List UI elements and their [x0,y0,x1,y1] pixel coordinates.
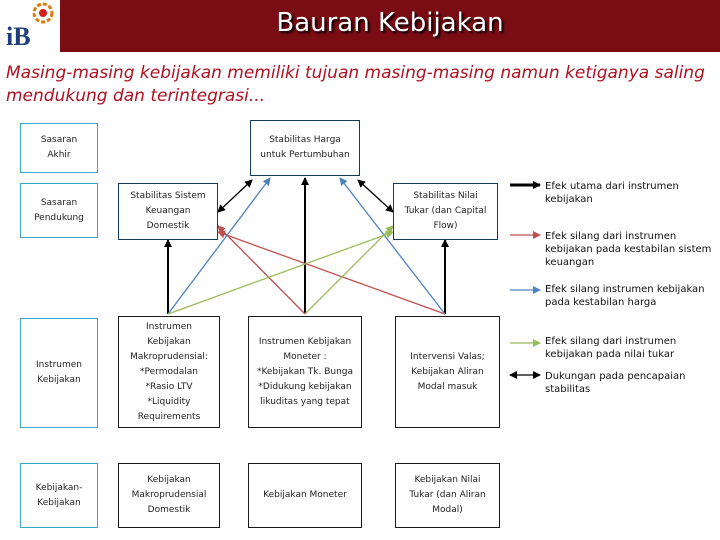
legend-cross-price-text: Efek silang instrumen kebijakan pada kestabilan harga [545,284,705,308]
box-stabilitas-nilai-tukar: Stabilitas Nilai Tukar (dan Capital Flow) [393,183,498,240]
cross-effect-financial-arrow [218,232,445,314]
label-instrumen-kebijakan: Instrumen Kebijakan [20,318,98,428]
box-stabilitas-harga: Stabilitas Harga untuk Pertumbuhan [250,120,360,176]
label-kebijakan-kebijakan: Kebijakan- Kebijakan [20,463,98,528]
label-sasaran-akhir: Sasaran Akhir [20,123,98,173]
logo-text: iB [6,22,31,51]
box-stabilitas-sistem-keuangan: Stabilitas Sistem Keuangan Domestik [118,183,218,240]
page-subtitle: Masing-masing kebijakan memiliki tujuan masing-masing namun ketiganya saling mendukung dan terintegrasi... [6,63,705,106]
legend-support-text: Dukungan pada pencapaian stabilitas [545,371,686,395]
legend-cross-financial-text: Efek silang dari instrumen kebijakan pada kestabilan sistem keuangan [545,231,712,268]
box-instrumen-makroprudensial: Instrumen Kebijakan Makroprudensial: *Permodalan *Rasio LTV *Liquidity Requirements [118,316,220,428]
cross-effect-exchange-arrow [305,226,393,314]
page-title: Bauran Kebijakan [276,8,504,38]
cross-effect-financial-arrow [218,226,305,314]
box-kebijakan-nilai-tukar: Kebijakan Nilai Tukar (dan Aliran Modal) [395,463,500,528]
cross-effect-exchange-arrow [168,232,393,314]
label-sasaran-pendukung: Sasaran Pendukung [20,183,98,238]
support-arrow [218,180,252,212]
box-kebijakan-makroprudensial: Kebijakan Makroprudensial Domestik [118,463,220,528]
legend-main-effect-text: Efek utama dari instrumen kebijakan [545,181,679,205]
box-instrumen-moneter: Instrumen Kebijakan Moneter : *Kebijakan Tk. Bunga *Didukung kebijakan likuditas yang tepat [248,316,362,428]
box-intervensi-valas: Intervensi Valas; Kebijakan Aliran Modal masuk [395,316,500,428]
box-kebijakan-moneter: Kebijakan Moneter [248,463,362,528]
legend-cross-exchange-text: Efek silang dari instrumen kebijakan pada nilai tukar [545,336,677,360]
